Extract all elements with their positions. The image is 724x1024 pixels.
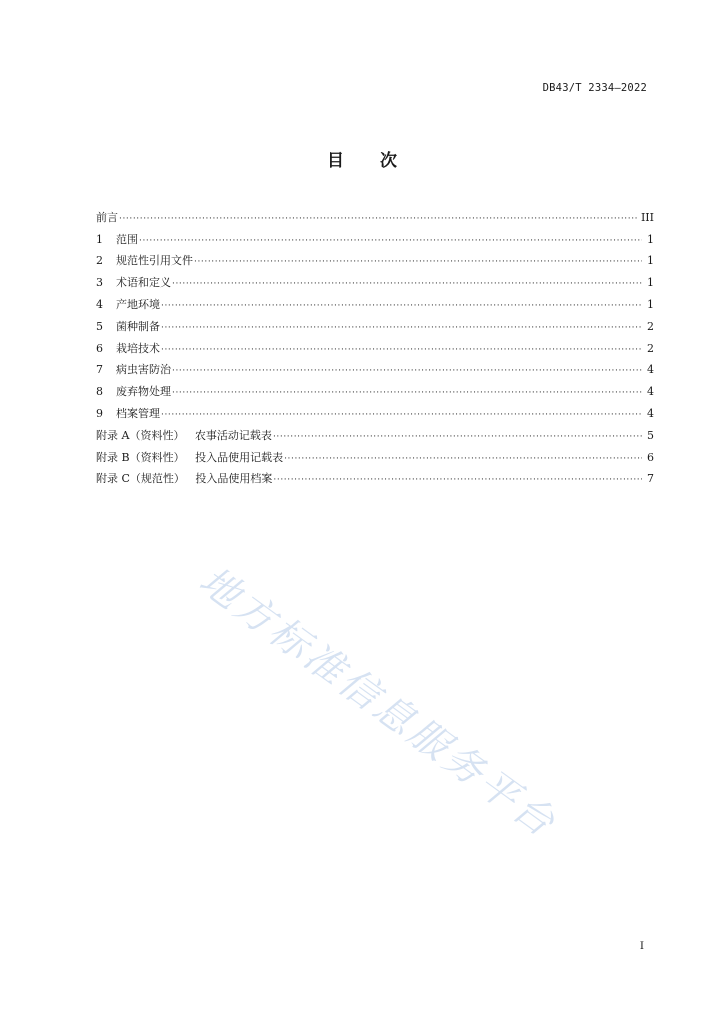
- toc-entry-3[interactable]: [96, 269, 654, 291]
- toc-entry-number: 4: [96, 297, 103, 311]
- toc-entry-page: 4: [647, 385, 654, 399]
- toc-entry-label: 前言: [96, 210, 118, 224]
- toc-entry-7[interactable]: [96, 357, 654, 379]
- toc-entry-label: 术语和定义: [116, 276, 171, 290]
- toc-leader-dots: [273, 430, 642, 444]
- toc-leader-dots: [161, 408, 642, 422]
- toc-entry-label: 产地环境: [116, 297, 160, 311]
- toc-leader-dots: [161, 299, 642, 313]
- toc-entry-appendix-prefix: 附录 C（规范性）: [96, 472, 196, 486]
- toc-entry-number: 7: [96, 363, 103, 377]
- toc-entry-label: 投入品使用记载表: [195, 450, 284, 464]
- toc-entry-8[interactable]: [96, 378, 654, 400]
- toc-leader-dots: [139, 234, 642, 248]
- toc-entry-9[interactable]: [96, 400, 654, 422]
- toc-leader-dots: [119, 212, 637, 226]
- toc-entry-label: 档案管理: [116, 406, 160, 420]
- title-char-1: 目: [327, 151, 344, 171]
- toc-entry-page: 1: [647, 232, 654, 246]
- toc-leader-dots: [194, 255, 642, 269]
- toc-entry-label: 栽培技术: [116, 341, 160, 355]
- toc-entry-number: 8: [96, 385, 103, 399]
- toc-entry-page: 1: [647, 254, 654, 268]
- toc-entry-page: 4: [647, 406, 654, 420]
- toc-entry-label: 范围: [116, 232, 138, 246]
- toc-leader-dots: [161, 321, 642, 335]
- toc-entry-label: 废弃物处理: [116, 385, 171, 399]
- toc-entry-page: 1: [647, 297, 654, 311]
- toc-entry-appendix-a[interactable]: [96, 422, 654, 444]
- toc-entry-page: 2: [647, 319, 654, 333]
- toc-entry-page: 4: [647, 363, 654, 377]
- toc-entry-4[interactable]: [96, 291, 654, 313]
- toc-entry-foreword[interactable]: [96, 204, 654, 226]
- toc-entry-number: 9: [96, 406, 103, 420]
- page-number: I: [639, 940, 644, 952]
- toc-leader-dots: [172, 364, 642, 378]
- toc-entry-5[interactable]: [96, 313, 654, 335]
- document-code: DB43/T 2334—2022: [542, 82, 647, 94]
- toc-leader-dots: [273, 473, 642, 487]
- toc-entry-label: 农事活动记载表: [194, 428, 272, 442]
- toc-leader-dots: [172, 386, 642, 400]
- toc-entry-label: 规范性引用文件: [116, 254, 193, 268]
- toc-leader-dots: [284, 452, 642, 466]
- toc-entry-number: 3: [96, 276, 103, 290]
- page-title: [0, 146, 724, 171]
- toc-entry-label: 病虫害防治: [116, 363, 171, 377]
- toc-entry-number: 1: [96, 232, 103, 246]
- toc-entry-number: 2: [96, 254, 103, 268]
- title-char-2: 次: [380, 151, 397, 171]
- toc-entry-appendix-prefix: 附录 B（资料性）: [96, 450, 196, 464]
- toc-entry-number: 6: [96, 341, 103, 355]
- table-of-contents: [96, 204, 654, 487]
- toc-entry-page: 6: [647, 450, 654, 464]
- toc-entry-page: 2: [647, 341, 654, 355]
- toc-entry-page: 7: [647, 472, 654, 486]
- toc-entry-6[interactable]: [96, 335, 654, 357]
- toc-entry-page: III: [640, 210, 654, 224]
- toc-entry-page: 5: [647, 428, 654, 442]
- watermark: 地方标准信息服务平台: [190, 558, 566, 848]
- toc-entry-page: 1: [647, 276, 654, 290]
- toc-entry-appendix-prefix: 附录 A（资料性）: [96, 428, 195, 442]
- toc-entry-appendix-b[interactable]: [96, 444, 654, 466]
- toc-leader-dots: [172, 277, 642, 291]
- toc-entry-appendix-c[interactable]: [96, 466, 654, 488]
- toc-entry-label: 投入品使用档案: [195, 472, 273, 486]
- toc-entry-number: 5: [96, 319, 103, 333]
- toc-entry-label: 菌种制备: [116, 319, 160, 333]
- toc-entry-1[interactable]: [96, 226, 654, 248]
- toc-leader-dots: [161, 343, 642, 357]
- toc-entry-2[interactable]: [96, 248, 654, 270]
